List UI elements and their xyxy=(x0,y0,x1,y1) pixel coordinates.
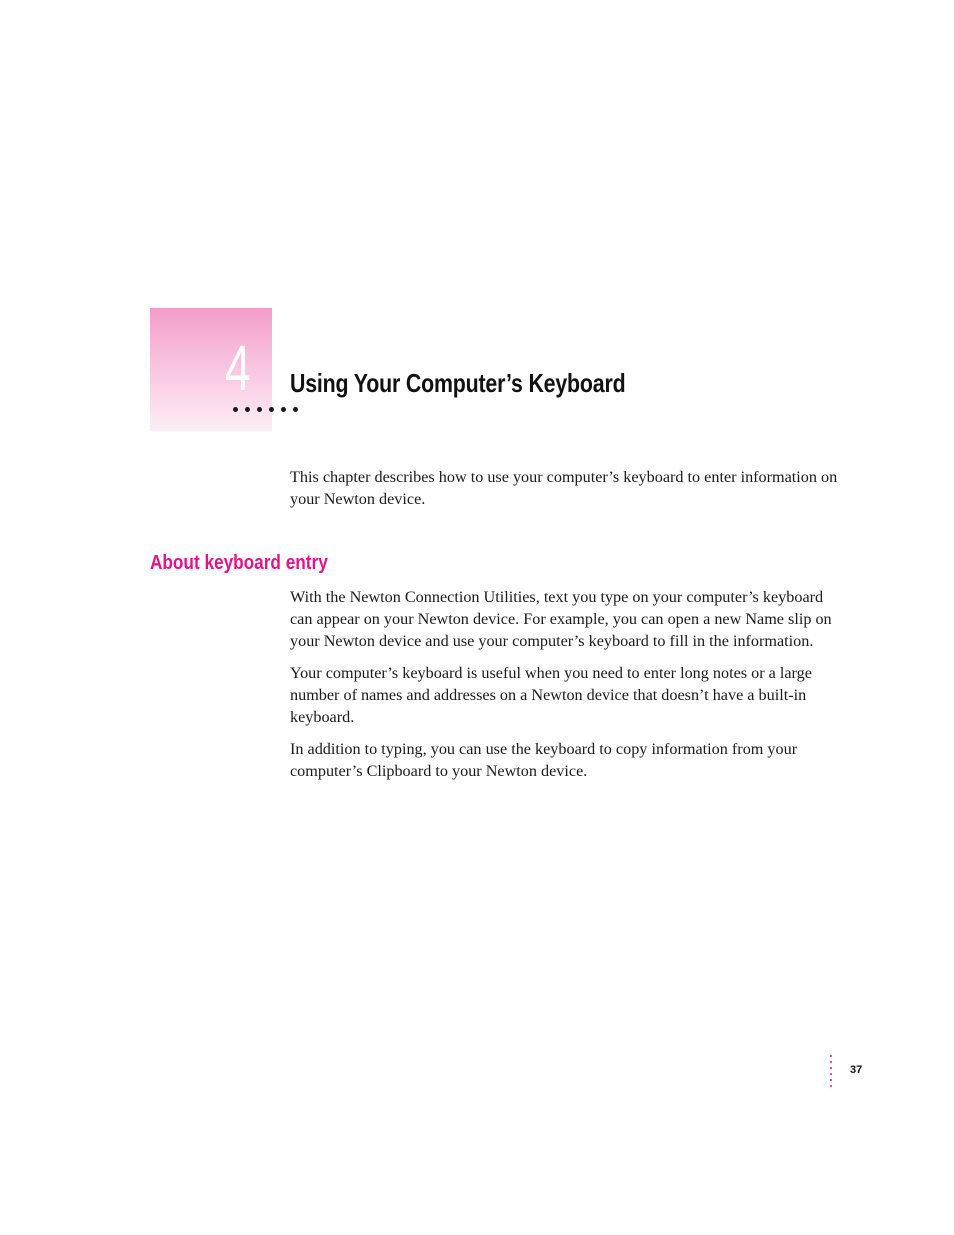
page-dot xyxy=(830,1067,832,1069)
body-paragraph: Your computer’s keyboard is useful when you need to enter long notes or a large number of names and addresses on a Newton device that doesn’t have a built-in keyboard. xyxy=(290,664,812,726)
chapter-number: 4 xyxy=(225,332,251,404)
divider-dot xyxy=(233,407,238,412)
page-dot xyxy=(830,1061,832,1063)
page-dot xyxy=(830,1079,832,1081)
body-paragraph: With the Newton Connection Utilities, text you type on your computer’s keyboard can appear on your Newton device. For example, you can open a new Name slip on your Newton device and use your computer’s keyboard to fill in the information. xyxy=(290,588,832,650)
section-body xyxy=(290,586,838,792)
divider-dot xyxy=(281,407,286,412)
body-paragraph: In addition to typing, you can use the keyboard to copy information from your computer’s Clipboard to your Newton device. xyxy=(290,740,798,780)
divider-dot xyxy=(269,407,274,412)
chapter-title: Using Your Computer’s Keyboard xyxy=(290,368,626,398)
section-heading: About keyboard entry xyxy=(150,552,328,574)
page-dot xyxy=(830,1055,832,1057)
divider-dot xyxy=(245,407,250,412)
divider-dot xyxy=(293,407,298,412)
chapter-dot-divider xyxy=(233,407,298,412)
divider-dot xyxy=(257,407,262,412)
chapter-intro: This chapter describes how to use your computer’s keyboard to enter information on your Newton device. xyxy=(290,468,838,508)
page-dot xyxy=(830,1085,832,1087)
page-number-dots xyxy=(830,1055,832,1087)
page-number: 37 xyxy=(850,1064,863,1076)
page-dot xyxy=(830,1073,832,1075)
